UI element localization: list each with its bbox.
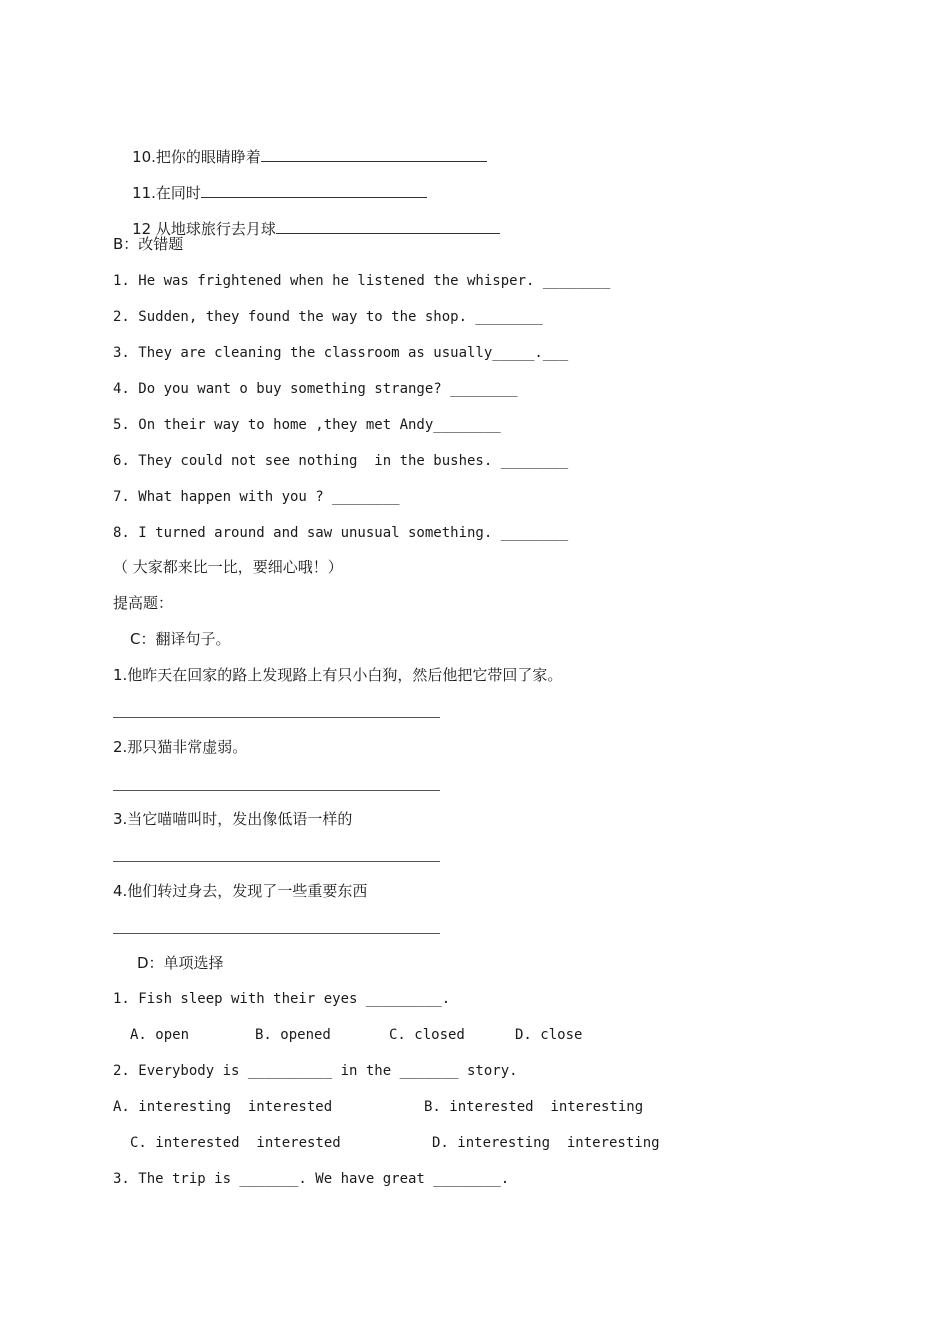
part-d-heading: D：单项选择 [137,954,224,972]
part-b-item-7: 7. What happen with you ? ________ [113,489,400,505]
answer-line[interactable] [113,790,440,791]
part-c-item-2: 2.那只猫非常虚弱。 [113,738,248,756]
q2-option-c[interactable]: C. interested interested [130,1135,341,1151]
answer-blank[interactable] [276,218,500,234]
part-a-item-11: 11.在同时 [113,162,427,223]
part-a-item-12: 12 从地球旅行去月球 [113,198,500,259]
q2-option-d[interactable]: D. interesting interesting [432,1135,660,1151]
q1-option-d[interactable]: D. close [515,1027,583,1043]
part-b-heading: B：改错题 [113,235,184,253]
part-c-item-3: 3.当它喵喵叫时，发出像低语一样的 [113,810,353,828]
part-c-item-1: 1.他昨天在回家的路上发现路上有只小白狗，然后他把它带回了家。 [113,666,563,684]
answer-blank[interactable] [201,182,427,198]
q1-option-b[interactable]: B. opened [255,1027,331,1043]
encouragement-note: （ 大家都来比一比，要细心哦！） [113,558,343,576]
part-c-heading: C：翻译句子。 [130,630,231,648]
question-3: 3. The trip is _______. We have great ________. [113,1171,510,1187]
question-2: 2. Everybody is __________ in the _______ story. [113,1063,518,1079]
answer-line[interactable] [113,717,440,718]
part-b-item-8: 8. I turned around and saw unusual something. ________ [113,525,569,541]
part-b-item-5: 5. On their way to home ,they met Andy________ [113,417,501,433]
q2-option-b[interactable]: B. interested interesting [424,1099,644,1115]
part-a-item-10: 10.把你的眼睛睁着 [113,126,487,187]
answer-line[interactable] [113,933,440,934]
part-b-item-4: 4. Do you want o buy something strange? ________ [113,381,518,397]
q2-option-a[interactable]: A. interesting interested [113,1099,333,1115]
part-b-item-3: 3. They are cleaning the classroom as usually_____.___ [113,345,569,361]
answer-blank[interactable] [261,146,487,162]
question-1: 1. Fish sleep with their eyes _________. [113,991,451,1007]
part-c-item-4: 4.他们转过身去，发现了一些重要东西 [113,882,368,900]
part-b-item-2: 2. Sudden, they found the way to the shop. ________ [113,309,543,325]
q1-option-a[interactable]: A. open [130,1027,190,1043]
answer-line[interactable] [113,861,440,862]
part-b-item-1: 1. He was frightened when he listened the whisper. ________ [113,273,611,289]
advanced-heading: 提高题： [113,594,174,612]
part-b-item-6: 6. They could not see nothing in the bushes. ________ [113,453,569,469]
q1-option-c[interactable]: C. closed [389,1027,465,1043]
